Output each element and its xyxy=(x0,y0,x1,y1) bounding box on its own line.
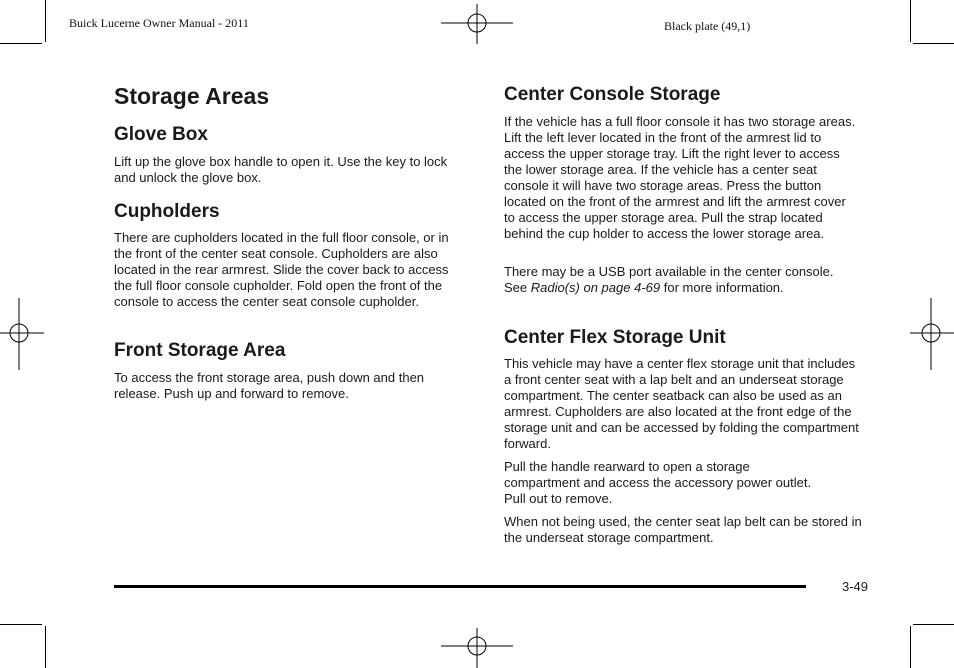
section-body-front-storage: To access the front storage area, push down and then release. Push up and forward to remove. xyxy=(114,370,425,401)
section-body-glove-box: Lift up the glove box handle to open it. Use the key to lock and unlock the glove box. xyxy=(114,154,448,185)
page-title: Storage Areas xyxy=(114,83,270,109)
section-body-flex-storage-lapbelt: When not being used, the center seat lap belt can be stored in the underseat storage compartment. xyxy=(504,514,862,545)
crop-mark xyxy=(45,626,46,668)
crop-mark xyxy=(910,626,911,668)
crop-mark xyxy=(0,624,42,625)
crop-mark xyxy=(0,43,42,44)
section-body-flex-storage: This vehicle may have a center flex storage unit that includes a front center seat with a lap belt and an underseat storage compartment. The center seatback can also be used as an armrest. Cupholders are also located at the front edge of the storage unit and can be accessed by folding the compartment forward. xyxy=(504,356,859,451)
header-manual-title: Buick Lucerne Owner Manual - 2011 xyxy=(69,16,249,30)
registration-mark-icon xyxy=(0,298,44,370)
section-heading-center-console: Center Console Storage xyxy=(504,84,721,105)
crop-mark xyxy=(913,43,954,44)
crop-mark xyxy=(45,0,46,42)
section-body-cupholders: There are cupholders located in the full floor console, or in the front of the center seat console. Cupholders are also located in the rear armrest. Slide the cover back to access the full floor console cupholder. Fold open the front of the console to access the center seat console cupholder. xyxy=(114,230,449,309)
section-body-flex-storage-handle: Pull the handle rearward to open a storage compartment and access the accessory power outlet. Pull out to remove. xyxy=(504,459,812,506)
section-heading-cupholders: Cupholders xyxy=(114,201,220,222)
section-heading-glove-box: Glove Box xyxy=(114,124,208,145)
section-heading-flex-storage: Center Flex Storage Unit xyxy=(504,327,726,348)
page-number: 3-49 xyxy=(842,579,869,594)
section-body-center-console-usb: There may be a USB port available in the center console. See Radio(s) on page 4-69 for more information. xyxy=(504,264,834,295)
footer-rule xyxy=(114,585,806,588)
crop-mark xyxy=(913,624,954,625)
registration-mark-icon xyxy=(910,298,954,370)
page-reference-link[interactable]: Radio(s) on page 4-69 xyxy=(530,280,661,295)
registration-mark-icon xyxy=(441,628,513,668)
registration-mark-icon xyxy=(441,4,513,44)
section-heading-front-storage: Front Storage Area xyxy=(114,340,286,361)
section-body-center-console: If the vehicle has a full floor console it has two storage areas. Lift the left lever located in the front of the armrest lid to access the upper storage tray. Lift the right lever to access the lower storage area. If the vehicle has a center seat console it will have two storage areas. Press the button located on the front of the armrest and lift the armrest cover to access the upper storage area. Pull the strap located behind the cup holder to access the lower storage area. xyxy=(504,114,856,241)
crop-mark xyxy=(910,0,911,42)
header-plate-info: Black plate (49,1) xyxy=(664,19,751,33)
